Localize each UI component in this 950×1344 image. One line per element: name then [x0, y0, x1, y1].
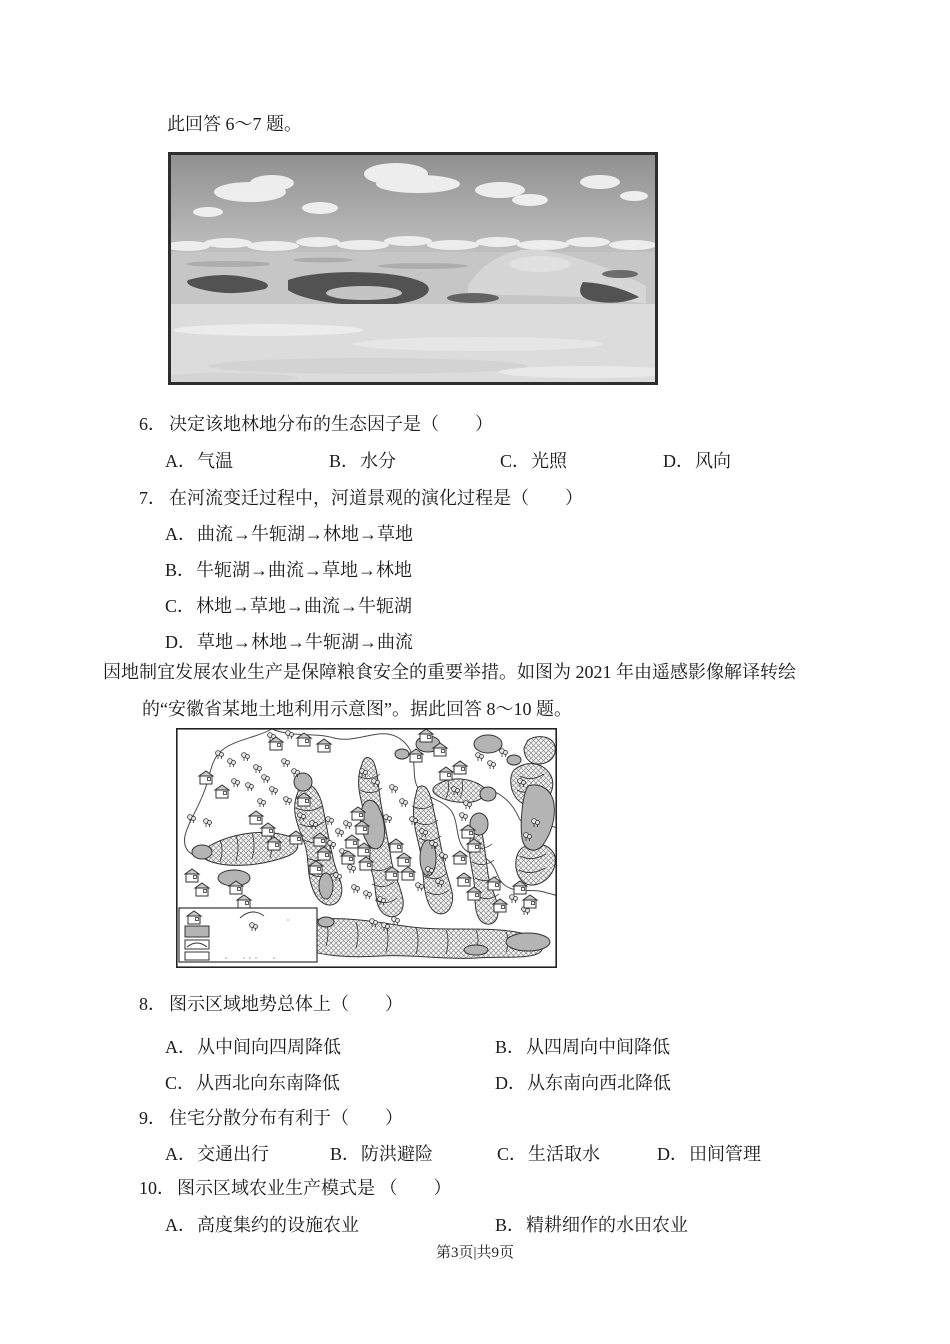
question-7-option-d: D．草地→林地→牛轭湖→曲流: [165, 632, 413, 652]
question-7-option-b: B．牛轭湖→曲流→草地→林地: [165, 560, 413, 580]
legend-pond-swatch: [185, 926, 209, 937]
question-7-option-a: A．曲流→牛轭湖→林地→草地: [165, 524, 413, 544]
question-9-stem: 9． 住宅分散分布有利于（ ）: [139, 1108, 403, 1128]
question-9-number: 9．: [139, 1108, 166, 1128]
land-use-map: [176, 728, 557, 968]
question-8-option-d: D．从东南向西北降低: [495, 1073, 671, 1093]
question-8-option-b: B．从四周向中间降低: [495, 1037, 671, 1057]
question-6-option-b: B．水分: [329, 451, 397, 471]
question-10-option-a: A．高度集约的设施农业: [165, 1215, 359, 1235]
question-10-option-b: B．精耕细作的水田农业: [495, 1215, 689, 1235]
question-9-option-a: A．交通出行: [165, 1144, 269, 1164]
question-6-number: 6．: [139, 414, 166, 434]
grassland-photo: [168, 152, 658, 385]
question-10-stem: 10． 图示区域农业生产模式是 （ ）: [139, 1178, 452, 1198]
question-6-option-c: C．光照: [500, 451, 568, 471]
passage-line-1: 因地制宜发展农业生产是保障粮食安全的重要举措。如图为 2021 年由遥感影像解译转绘: [103, 662, 796, 682]
question-6-option-d: D．风向: [663, 451, 731, 471]
legend-blank-swatch: [185, 952, 209, 960]
intro-text: 此回答 6～7 题。: [167, 114, 302, 134]
question-7-number: 7．: [139, 488, 166, 508]
question-7-stem: 7． 在河流变迁过程中，河道景观的演化过程是（ ）: [139, 488, 583, 508]
question-9-option-d: D．田间管理: [657, 1144, 761, 1164]
legend-terrace-swatch: [185, 940, 209, 949]
question-6-option-a: A．气温: [165, 451, 233, 471]
question-8-option-c: C．从西北向东南降低: [165, 1073, 341, 1093]
question-7-option-c: C．林地→草地→曲流→牛轭湖: [165, 596, 413, 616]
photo-oxbow-water: [326, 286, 402, 300]
question-10-number: 10．: [139, 1178, 175, 1198]
question-8-stem: 8． 图示区域地势总体上（ ）: [139, 994, 403, 1014]
grassland-photo-svg: [168, 152, 658, 385]
map-legend: [179, 908, 317, 962]
land-use-map-svg: [176, 728, 557, 968]
question-6-stem: 6． 决定该地林地分布的生态因子是（ ）: [139, 414, 493, 434]
question-9-option-c: C．生活取水: [497, 1144, 601, 1164]
question-8-option-a: A．从中间向四周降低: [165, 1037, 341, 1057]
page-footer: 第3页|共9页: [435, 1245, 514, 1261]
question-9-option-b: B．防洪避险: [330, 1144, 434, 1164]
question-8-number: 8．: [139, 994, 166, 1014]
passage-line-2: 的“安徽省某地土地利用示意图”。据此回答 8～10 题。: [142, 699, 572, 719]
